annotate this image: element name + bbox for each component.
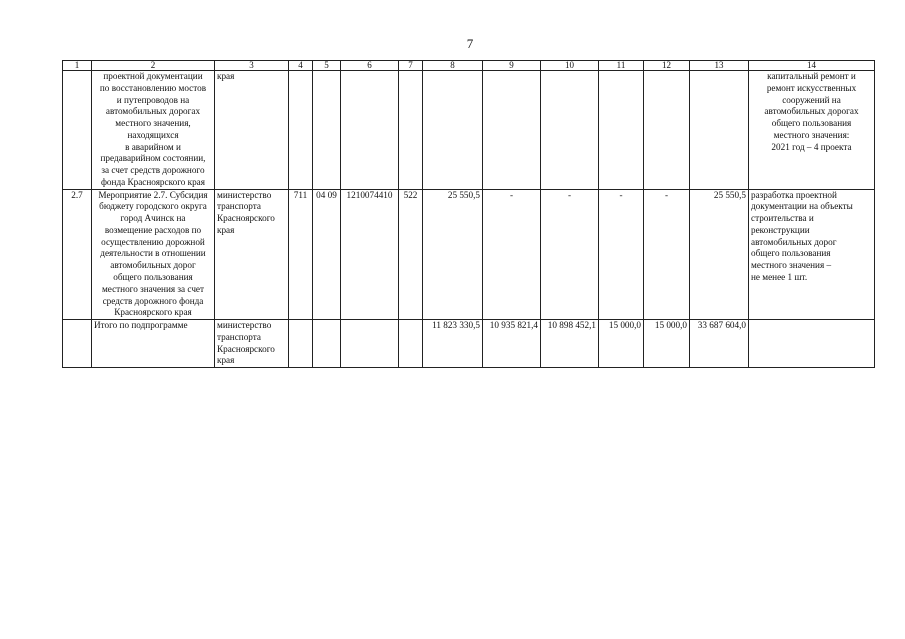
row-number xyxy=(63,320,92,368)
col-header: 6 xyxy=(341,61,399,71)
administrator: министерство транспорта Красноярского края xyxy=(215,189,289,319)
col-header: 5 xyxy=(313,61,341,71)
col-header: 12 xyxy=(644,61,690,71)
col-header: 7 xyxy=(399,61,423,71)
amount-cell: - xyxy=(599,189,644,319)
measure-name: проектной документации по восстановлению мостов и путепроводов на автомобильных дорогах местного значения, находящихся в аварийном и предаварийном состоянии, за счет средств дорожного фонда Красноярского края xyxy=(92,71,215,190)
measure-name: Итого по подпрограмме xyxy=(92,320,215,368)
grbs-code xyxy=(289,320,313,368)
administrator: министерство транспорта Красноярского края xyxy=(215,320,289,368)
expense-type: 522 xyxy=(399,189,423,319)
total-cell xyxy=(690,71,749,190)
amount-cell xyxy=(541,71,599,190)
total-cell: 25 550,5 xyxy=(690,189,749,319)
expected-result: капитальный ремонт и ремонт искусственных сооружений на автомобильных дорогах общего пользования местного значения: 2021 год – 4 проекта xyxy=(749,71,875,190)
grbs-code xyxy=(289,71,313,190)
amount-cell: 25 550,5 xyxy=(423,189,483,319)
col-header: 14 xyxy=(749,61,875,71)
section-code xyxy=(313,71,341,190)
measure-name: Мероприятие 2.7. Субсидия бюджету городского округа город Ачинск на возмещение расходов по осуществлению дорожной деятельности в отношении автомобильных дорог общего пользования местного значения за счет средств дорожного фонда Красноярского края xyxy=(92,189,215,319)
amount-cell: - xyxy=(541,189,599,319)
row-number: 2.7 xyxy=(63,189,92,319)
section-code: 04 09 xyxy=(313,189,341,319)
col-header: 3 xyxy=(215,61,289,71)
amount-cell: 10 935 821,4 xyxy=(483,320,541,368)
amount-cell: 15 000,0 xyxy=(644,320,690,368)
amount-cell: 10 898 452,1 xyxy=(541,320,599,368)
table-row xyxy=(63,71,875,190)
col-header: 4 xyxy=(289,61,313,71)
col-header: 1 xyxy=(63,61,92,71)
section-code xyxy=(313,320,341,368)
amount-cell: - xyxy=(644,189,690,319)
amount-cell xyxy=(644,71,690,190)
amount-cell: 11 823 330,5 xyxy=(423,320,483,368)
expense-type xyxy=(399,71,423,190)
expense-type xyxy=(399,320,423,368)
page-number: 7 xyxy=(466,36,474,51)
amount-cell: - xyxy=(483,189,541,319)
col-header: 11 xyxy=(599,61,644,71)
amount-cell: 15 000,0 xyxy=(599,320,644,368)
header-row xyxy=(63,61,875,71)
col-header: 9 xyxy=(483,61,541,71)
col-header: 13 xyxy=(690,61,749,71)
expected-result: разработка проектной документации на объекты строительства и реконструкции автомобильных дорог общего пользования местного значения – не менее 1 шт. xyxy=(749,189,875,319)
col-header: 2 xyxy=(92,61,215,71)
table-row xyxy=(63,320,875,368)
grbs-code: 711 xyxy=(289,189,313,319)
total-cell: 33 687 604,0 xyxy=(690,320,749,368)
row-number xyxy=(63,71,92,190)
target-article xyxy=(341,71,399,190)
table-row xyxy=(63,189,875,319)
col-header: 10 xyxy=(541,61,599,71)
target-article xyxy=(341,320,399,368)
administrator: края xyxy=(215,71,289,190)
col-header: 8 xyxy=(423,61,483,71)
expected-result xyxy=(749,320,875,368)
program-table xyxy=(62,60,875,368)
amount-cell xyxy=(599,71,644,190)
target-article: 1210074410 xyxy=(341,189,399,319)
amount-cell xyxy=(423,71,483,190)
amount-cell xyxy=(483,71,541,190)
